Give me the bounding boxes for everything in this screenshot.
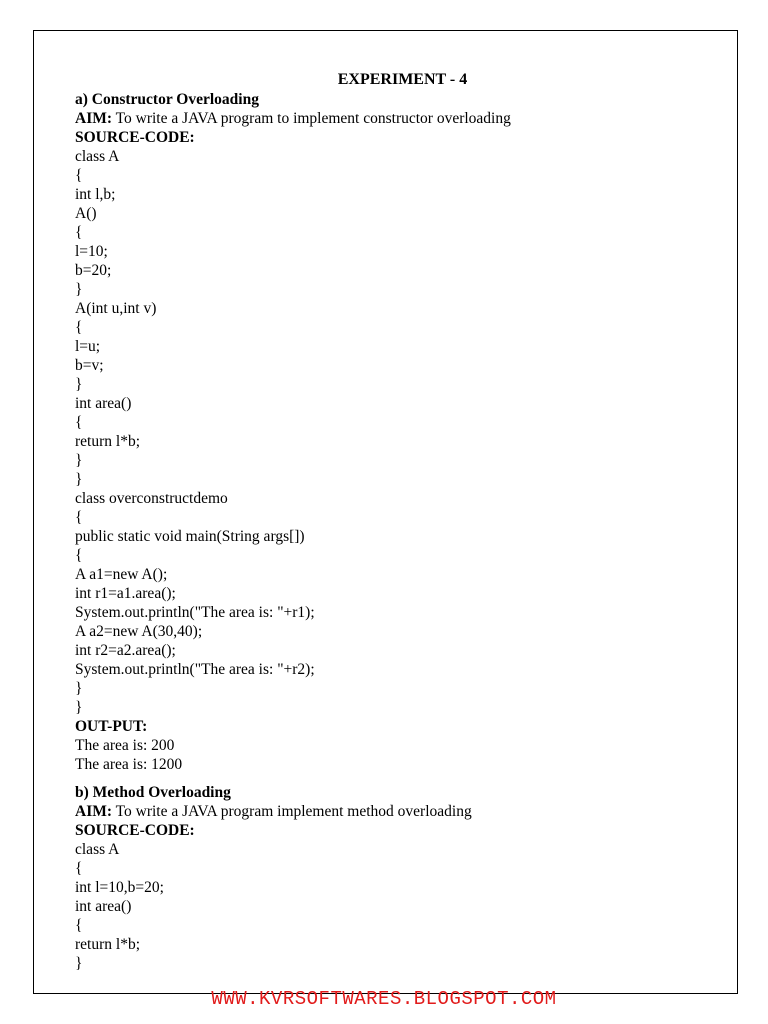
code-line: public static void main(String args[]): [75, 528, 305, 545]
code-line: {: [75, 509, 83, 526]
code-line: {: [75, 414, 83, 431]
output-line: The area is: 200: [75, 737, 175, 754]
code-line: int l=10,b=20;: [75, 879, 164, 896]
source-code-block: [75, 147, 715, 717]
source-code-block: [75, 840, 715, 973]
code-line: }: [75, 281, 83, 298]
code-line: class overconstructdemo: [75, 490, 228, 507]
aim-label: AIM:: [75, 803, 113, 820]
code-line: }: [75, 471, 83, 488]
code-line: class A: [75, 841, 120, 858]
code-line: b=v;: [75, 357, 104, 374]
code-line: l=10;: [75, 243, 108, 260]
code-line: }: [75, 680, 83, 697]
code-line: return l*b;: [75, 433, 140, 450]
code-line: A(): [75, 205, 97, 222]
aim-line: [75, 802, 715, 821]
code-line: System.out.println("The area is: "+r1);: [75, 604, 315, 621]
code-line: {: [75, 547, 83, 564]
code-line: }: [75, 699, 83, 716]
code-line: int r2=a2.area();: [75, 642, 176, 659]
section-heading: a) Constructor Overloading: [75, 91, 259, 108]
code-line: {: [75, 224, 83, 241]
aim-line: [75, 109, 715, 128]
footer-website[interactable]: WWW.KVRSOFTWARES.BLOGSPOT.COM: [211, 988, 557, 1010]
code-line: }: [75, 955, 83, 972]
aim-text: To write a JAVA program implement method overloading: [112, 803, 472, 820]
output-label: OUT-PUT:: [75, 718, 148, 735]
output-line: The area is: 1200: [75, 756, 183, 773]
source-code-label: SOURCE-CODE:: [75, 129, 195, 146]
code-line: A a2=new A(30,40);: [75, 623, 203, 640]
code-line: class A: [75, 148, 120, 165]
source-code-label: SOURCE-CODE:: [75, 822, 195, 839]
code-line: b=20;: [75, 262, 112, 279]
code-line: int area(): [75, 898, 132, 915]
code-line: int r1=a1.area();: [75, 585, 176, 602]
aim-label: AIM:: [75, 110, 113, 127]
code-line: int area(): [75, 395, 132, 412]
code-line: {: [75, 319, 83, 336]
aim-text: To write a JAVA program to implement constructor overloading: [112, 110, 511, 127]
section-constructor-overloading: [75, 90, 715, 774]
code-line: l=u;: [75, 338, 101, 355]
code-line: A(int u,int v): [75, 300, 157, 317]
code-line: {: [75, 917, 83, 934]
section-heading: b) Method Overloading: [75, 784, 231, 801]
document-body: [75, 70, 715, 973]
code-line: }: [75, 452, 83, 469]
output-block: [75, 736, 715, 774]
page-title: EXPERIMENT - 4: [337, 71, 468, 88]
code-line: return l*b;: [75, 936, 140, 953]
code-line: }: [75, 376, 83, 393]
code-line: A a1=new A();: [75, 566, 168, 583]
code-line: {: [75, 167, 83, 184]
code-line: System.out.println("The area is: "+r2);: [75, 661, 315, 678]
code-line: {: [75, 860, 83, 877]
section-method-overloading: [75, 783, 715, 973]
code-line: int l,b;: [75, 186, 116, 203]
